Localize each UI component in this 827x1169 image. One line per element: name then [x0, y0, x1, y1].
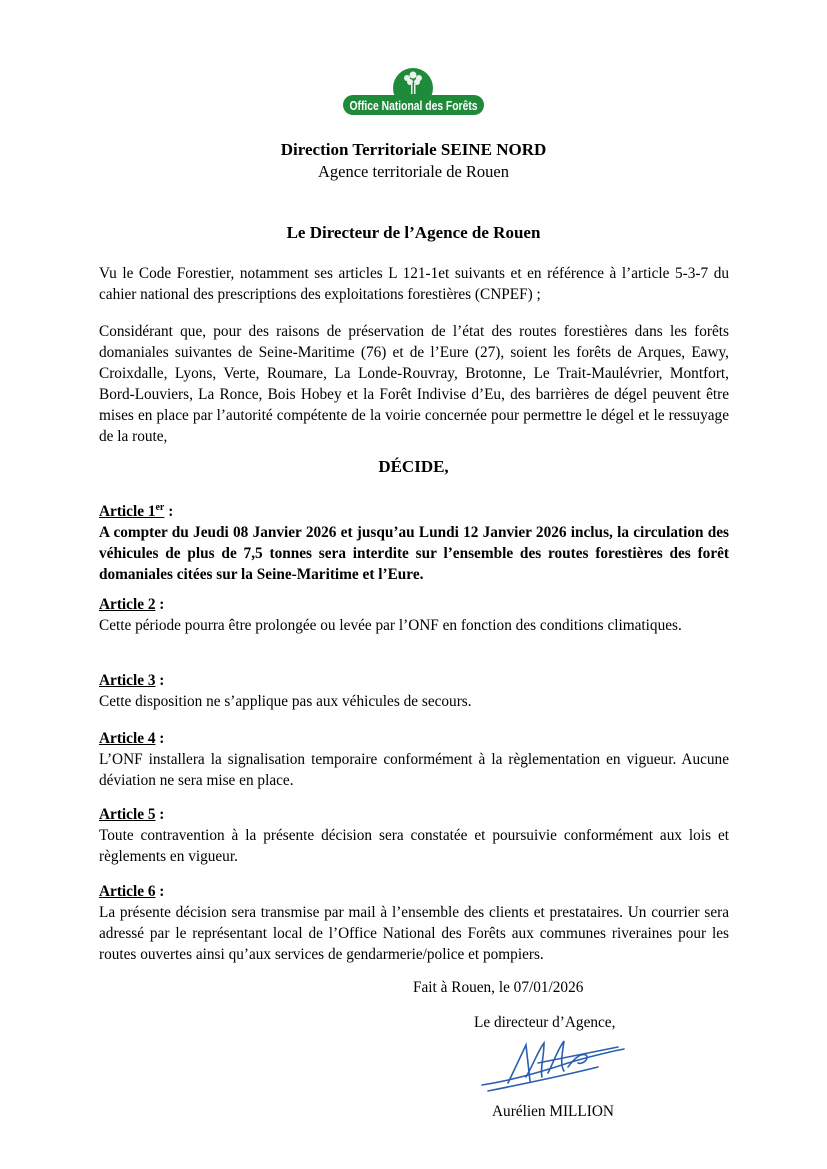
article-1: Article 1er : A compter du Jeudi 08 Janvier 2026 et jusqu’au Lundi 12 Janvier 2026 inclus, la circulation des véhicules de plus de 7,5 tonnes sera interdite sur l’ensemble des routes forestières des forêt domaniales citées sur la Seine-Maritime et l’Eure.	[99, 502, 729, 584]
article-title: Article 2	[99, 596, 156, 613]
article-text: Toute contravention à la présente décision sera constatée et poursuivie conformément aux lois et règlements en vigueur.	[99, 827, 729, 865]
preamble-paragraph: Vu le Code Forestier, notamment ses articles L 121-1et suivants et en référence à l’article 5-3-7 du cahier national des prescriptions des exploitations forestières (CNPEF) ;	[99, 265, 729, 303]
article-title: Article 6	[99, 883, 156, 900]
place-date: Fait à Rouen, le 07/01/2026	[413, 979, 584, 996]
article-text: L’ONF installera la signalisation temporaire conformément à la règlementation en vigueur. Aucune déviation ne sera mise en place.	[99, 751, 729, 789]
article-title: Article 1er	[99, 502, 165, 521]
article-5: Article 5 : Toute contravention à la présente décision sera constatée et poursuivie conformément aux lois et règlements en vigueur.	[99, 806, 729, 865]
svg-text:Office National des Forêts: Office National des Forêts	[349, 98, 478, 113]
signatory-name: Aurélien MILLION	[492, 1103, 614, 1120]
agency-subheading: Agence territoriale de Rouen	[317, 162, 510, 181]
article-text: A compter du Jeudi 08 Janvier 2026 et jusqu’au Lundi 12 Janvier 2026 inclus, la circulation des véhicules de plus de 7,5 tonnes sera interdite sur l’ensemble des routes forestières des forêt domaniales citées sur la Seine-Maritime et l’Eure.	[99, 524, 729, 584]
direction-heading: Direction Territoriale SEINE NORD	[280, 140, 547, 159]
decide-heading: DÉCIDE,	[378, 457, 449, 476]
signatory-role: Le directeur d’Agence,	[474, 1014, 616, 1031]
article-4: Article 4 : L’ONF installera la signalisation temporaire conformément à la règlementation en vigueur. Aucune déviation ne sera mise en place.	[99, 730, 729, 789]
article-text: Cette période pourra être prolongée ou levée par l’ONF en fonction des conditions climatiques.	[99, 617, 682, 634]
article-title: Article 4	[99, 730, 156, 747]
page-title: Le Directeur de l’Agence de Rouen	[286, 223, 541, 242]
article-3: Article 3 : Cette disposition ne s’applique pas aux véhicules de secours.	[99, 670, 729, 712]
considering-paragraph: Considérant que, pour des raisons de préservation de l’état des routes forestières dans les forêts domaniales suivantes de Seine-Maritime (76) et de l’Eure (27), soient les forêts de Arques, Eawy, Croixdalle, Lyons, Verte, Roumare, La Londe-Rouvray, Brotonne, Le Trait-Maulévrier, Montfort, Bord-Louviers, La Ronce, Bois Hobey et la Forêt Indivise d’Eu, des barrières de dégel peuvent être mises en place par l’autorité compétente de la voirie concernée pour permettre le dégel et le ressuyage de la route,	[99, 323, 729, 445]
signature-icon	[478, 1033, 628, 1099]
article-6: Article 6 : La présente décision sera transmise par mail à l’ensemble des clients et prestataires. Un courrier sera adressé par le représentant local de l’Office National des Forêts aux communes riveraines pour les routes ouvertes ainsi qu’aux services de gendarmerie/police et pompiers.	[99, 883, 729, 963]
onf-logo	[341, 66, 486, 120]
article-2: Article 2 : Cette période pourra être prolongée ou levée par l’ONF en fonction des conditions climatiques.	[99, 594, 729, 636]
article-text: La présente décision sera transmise par mail à l’ensemble des clients et prestataires. Un courrier sera adressé par le représentant local de l’Office National des Forêts aux communes riveraines pour les routes ouvertes ainsi qu’aux services de gendarmerie/police et pompiers.	[99, 904, 729, 963]
article-title: Article 3	[99, 672, 156, 689]
article-text: Cette disposition ne s’applique pas aux véhicules de secours.	[99, 693, 472, 710]
article-title: Article 5	[99, 806, 156, 823]
